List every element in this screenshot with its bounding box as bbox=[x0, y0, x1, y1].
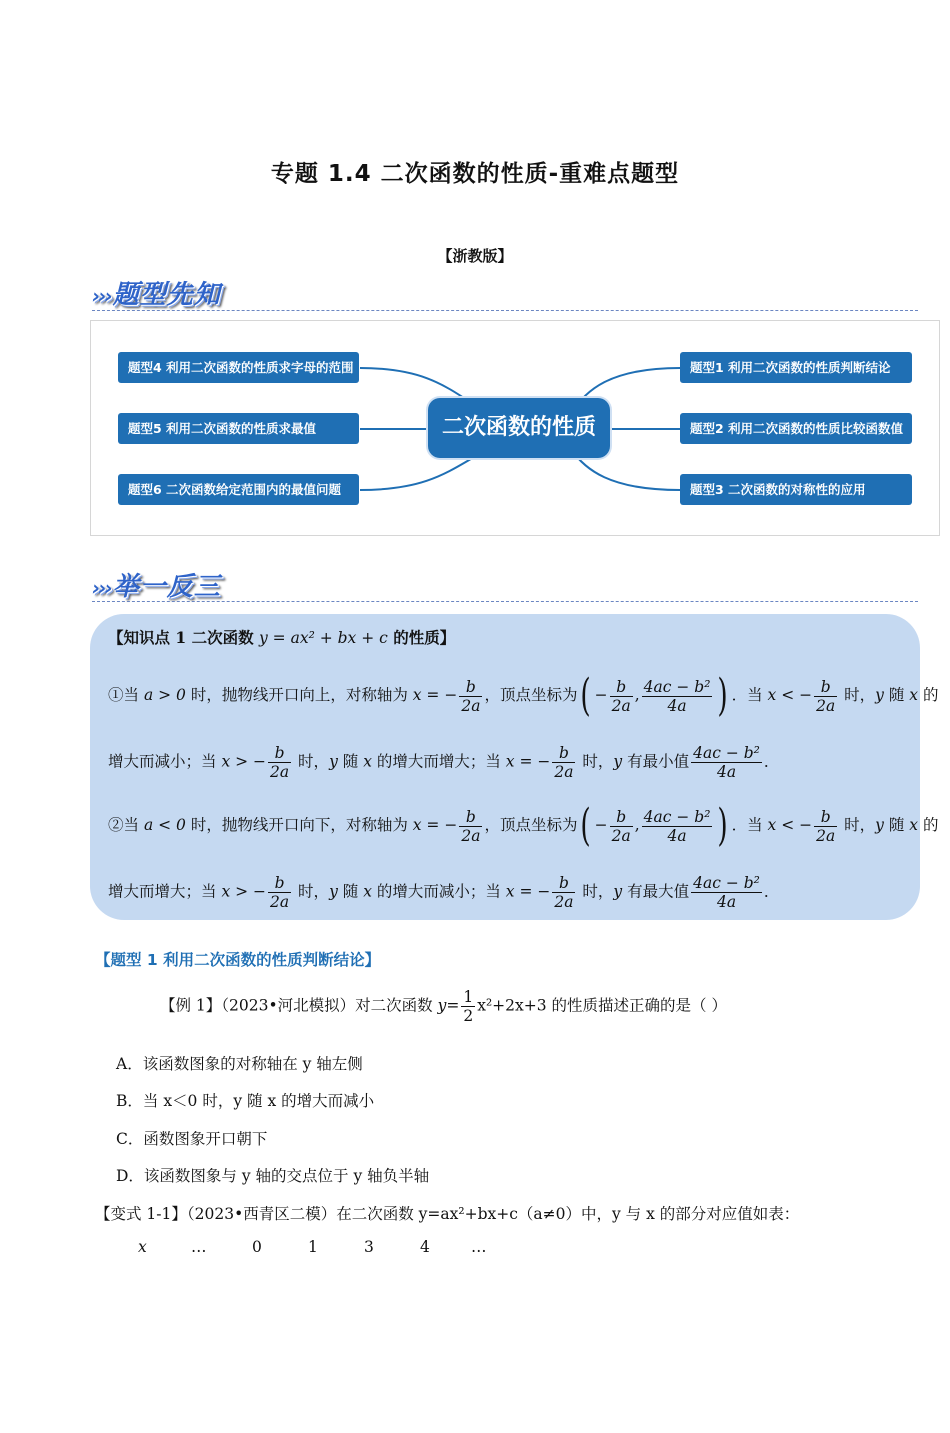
type1-heading: 【题型 1 利用二次函数的性质判断结论】 bbox=[95, 951, 381, 969]
divider bbox=[92, 601, 918, 602]
banner-juyi-fansan bbox=[92, 566, 221, 603]
page-title: 专题 1.4 二次函数的性质-重难点题型 bbox=[270, 161, 680, 187]
table-cell: … bbox=[191, 1238, 207, 1256]
option-c: C．函数图象开口朝下 bbox=[116, 1130, 268, 1148]
variant1-stem: 【变式 1-1】（2023•西青区二模）在二次函数 y=ax²+bx+c（a≠0）中，y 与 x 的部分对应值如表： bbox=[95, 1205, 800, 1223]
option-b: B．当 x＜0 时，y 随 x 的增大而减小 bbox=[116, 1092, 375, 1110]
mindmap-node-type5: 题型5 利用二次函数的性质求最值 bbox=[118, 413, 359, 444]
banner-text: 举一反三 bbox=[112, 572, 221, 602]
table-cell: 4 bbox=[420, 1238, 430, 1256]
table-cell: x bbox=[138, 1238, 147, 1256]
divider bbox=[92, 310, 918, 311]
banner-text: 题型先知 bbox=[112, 280, 221, 310]
option-d: D．该函数图象与 y 轴的交点位于 y 轴负半轴 bbox=[116, 1167, 430, 1185]
table-cell: 1 bbox=[308, 1238, 318, 1256]
mindmap-node-type2: 题型2 利用二次函数的性质比较函数值 bbox=[680, 413, 912, 444]
knowledge-p1-line1: ①当 a > 0 时，抛物线开口向上，对称轴为 x = − $\frac{b}{2a}$ ，顶点坐标为( − $\frac{b}{2a}$ , $\frac{\text{4ac − b²}}{4a}$ ) ．当 x < − $\frac{b}{2a}$ 时，y 随 x 的 bbox=[108, 670, 939, 721]
mindmap-node-type4: 题型4 利用二次函数的性质求字母的范围 bbox=[118, 352, 359, 383]
option-a: A．该函数图象的对称轴在 y 轴左侧 bbox=[116, 1055, 363, 1073]
banner-tixing-xianzhi bbox=[92, 274, 221, 311]
mindmap-node-type3: 题型3 二次函数的对称性的应用 bbox=[680, 474, 912, 505]
edition-label: 【浙教版】 bbox=[437, 247, 513, 265]
table-cell: 3 bbox=[364, 1238, 374, 1256]
mindmap-node-type6: 题型6 二次函数给定范围内的最值问题 bbox=[118, 474, 359, 505]
knowledge-p2-line2: 增大而增大；当 x > − $\frac{b}{2a}$ 时，y 随 x 的增大而减小；当 x = − $\frac{b}{2a}$ 时，y 有最大值 $\frac{\text{4ac − b²}}{4a}$ ． bbox=[108, 874, 780, 911]
knowledge-p1-line2: 增大而减小；当 x > − $\frac{b}{2a}$ 时，y 随 x 的增大而增大；当 x = − $\frac{b}{2a}$ 时，y 有最小值 $\frac{\text{4ac − b²}}{4a}$ ． bbox=[108, 744, 780, 781]
example1-stem: 【例 1】（2023•河北模拟）对二次函数 y= $\frac{1}{2}$ x²+2x+3 的性质描述正确的是（ ） bbox=[160, 988, 727, 1025]
banner-arrows-icon: ››› bbox=[92, 284, 111, 308]
table-cell: … bbox=[471, 1238, 487, 1256]
mindmap-center: 二次函数的性质 bbox=[428, 398, 610, 458]
knowledge-heading: 【知识点 1 二次函数 y = ax² + bx + c 的性质】 bbox=[108, 628, 456, 647]
value-table-row bbox=[0, 1238, 950, 1262]
banner-arrows-icon: ››› bbox=[92, 576, 111, 600]
knowledge-p2-line1: ②当 a < 0 时，抛物线开口向下，对称轴为 x = − $\frac{b}{2a}$ ，顶点坐标为( − $\frac{b}{2a}$ , $\frac{\text{4ac − b²}}{4a}$ ) ．当 x < − $\frac{b}{2a}$ 时，y 随 x 的 bbox=[108, 800, 939, 851]
table-cell: 0 bbox=[252, 1238, 262, 1256]
mindmap-node-type1: 题型1 利用二次函数的性质判断结论 bbox=[680, 352, 912, 383]
